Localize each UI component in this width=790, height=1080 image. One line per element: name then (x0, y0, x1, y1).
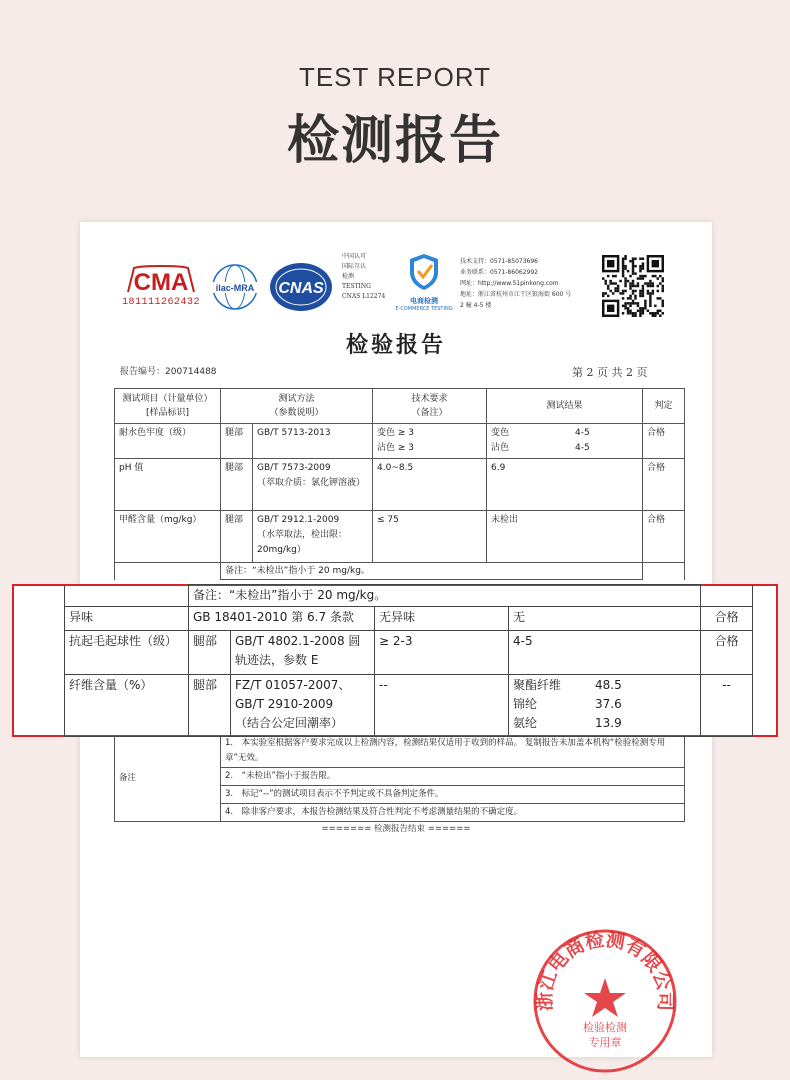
table-note-row (115, 563, 685, 580)
result-value: 4-5 (575, 443, 590, 453)
cell-result: 6.9 (487, 459, 643, 511)
report-end-line: ======= 检测报告结束 ====== (321, 824, 471, 834)
seal-inner-2: 专用章 (588, 1036, 622, 1049)
header-method: 测试方法 （参数说明） (221, 389, 373, 424)
fiber-line (513, 695, 696, 714)
remark-item: 2. “未检出”指小于报告限。 (221, 768, 684, 786)
cell-method: GB 18401-2010 第 6.7 条款 (189, 607, 375, 631)
cell-result: 无 (509, 607, 701, 631)
cell-requirement: ≥ 2-3 (375, 631, 509, 675)
table-row (115, 511, 685, 563)
cell-verdict: 合格 (643, 424, 685, 459)
remarks-label (115, 735, 221, 822)
cell-item: 抗起毛起球性（级） (65, 631, 189, 675)
header-requirement: 技术要求 （备注） (373, 389, 487, 424)
cnas-text (342, 252, 385, 302)
cma-mark-icon (120, 262, 202, 296)
cell-part: 腿部 (221, 459, 253, 511)
cell-requirement: 无异味 (375, 607, 509, 631)
header-result: 测试结果 (487, 389, 643, 424)
zoom-row (65, 631, 753, 675)
results-table (114, 388, 685, 580)
cnas-logo (268, 260, 334, 314)
company-seal-stamp (530, 926, 680, 1076)
cell-part: 腿部 (221, 424, 253, 459)
header-cn: 检测报告 (286, 111, 503, 171)
svg-text:CMA: CMA (133, 269, 189, 296)
cma-number: 181111262432 (121, 297, 200, 308)
cell-verdict: -- (701, 675, 753, 737)
shield-check-icon (407, 252, 441, 292)
cell-item: pH 值 (115, 459, 221, 511)
star-icon (584, 978, 626, 1017)
fiber-name: 锦纶 (513, 697, 538, 711)
contact-line: 2 幢 4-5 楼 (460, 302, 492, 309)
cell-method: GB/T 4802.1-2008 圆轨迹法，参数 E (231, 631, 375, 675)
cell-item: 耐水色牢度（级） (115, 424, 221, 459)
zoom-callout (12, 584, 778, 737)
remarks-content (221, 735, 685, 822)
ecommerce-label-cn: 电商检测 (410, 297, 438, 305)
zoom-row (65, 607, 753, 631)
cell-requirement: -- (375, 675, 509, 737)
result-label: 沾色 (491, 443, 510, 453)
cell-part: 腿部 (189, 675, 231, 737)
cell-part: 腿部 (221, 511, 253, 563)
contact-line: 业务联系：0571-86062992 (460, 269, 538, 276)
remarks-label-text: 备注 (119, 772, 137, 783)
contact-line: 技术支持：0571-85073696 (460, 258, 538, 265)
cell-requirement: 4.0~8.5 (373, 459, 487, 511)
remark-item: 1. 本实验室根据客户要求完成以上检测内容，检测结果仅适用于收到的样品。 复制报告未加盖本机构“检验检测专用章”无效。 (221, 735, 684, 768)
fiber-value: 37.6 (595, 697, 622, 711)
ilac-mra-logo (208, 262, 262, 312)
cell-method: FZ/T 01057-2007、GB/T 2910-2009 （结合公定回潮率） (231, 675, 375, 737)
cnas-text-line: 检测 (342, 273, 355, 280)
fiber-line (513, 676, 696, 695)
result-line (491, 441, 638, 456)
page-number: 第 2 页 共 2 页 (572, 366, 648, 379)
cell-item: 纤维含量（%） (65, 675, 189, 737)
header-verdict: 判定 (643, 389, 685, 424)
zoom-row (65, 675, 753, 737)
contact-info (460, 256, 600, 311)
remark-item: 4. 除非客户要求，本报告检测结果及符合性判定不考虑测量结果的不确定度。 (225, 807, 523, 817)
cnas-label: CNAS (278, 280, 324, 297)
cell-result: 4-5 (509, 631, 701, 675)
zoom-table (64, 584, 753, 737)
cell-verdict: 合格 (643, 511, 685, 563)
fiber-name: 氨纶 (513, 716, 538, 730)
table-header-row (115, 389, 685, 424)
fiber-name: 聚酯纤维 (513, 678, 562, 692)
remarks-table (114, 734, 685, 822)
cnas-text-line: TESTING (342, 283, 371, 290)
cnas-text-line: 中国认可 (342, 253, 367, 260)
contact-line: 网址：http://www.51pinkong.com (460, 280, 559, 287)
requirement-line: 沾色 ≥ 3 (377, 443, 415, 453)
result-value: 4-5 (575, 428, 590, 438)
fiber-line (513, 714, 696, 733)
remark-item: 3. 标记“--”的测试项目表示不予判定或不具备判定条件。 (221, 786, 684, 804)
result-line (491, 426, 638, 441)
ecommerce-testing-logo (392, 252, 456, 312)
cell-method: GB/T 5713-2013 (253, 424, 373, 459)
cell-verdict: 合格 (701, 607, 753, 631)
cell-verdict: 合格 (701, 631, 753, 675)
cell-item: 异味 (65, 607, 189, 631)
report-number: 报告编号：200714488 (120, 367, 217, 377)
cnas-text-line: 国际互认 (342, 263, 367, 270)
zoom-note-row (65, 585, 753, 607)
cnas-text-line: CNAS L12274 (342, 293, 386, 300)
result-label: 变色 (491, 428, 510, 438)
table-row (115, 459, 685, 511)
qr-code-icon (602, 255, 664, 317)
seal-inner-1: 检验检测 (583, 1021, 627, 1034)
fiber-value: 48.5 (595, 678, 622, 692)
cell-result (509, 675, 701, 737)
table-row (115, 424, 685, 459)
remarks-row (115, 735, 685, 822)
fiber-value: 13.9 (595, 716, 622, 730)
cell-method: GB/T 7573-2009 （萃取介质：氯化钾溶液） (253, 459, 373, 511)
zoom-note: 备注：“未检出”指小于 20 mg/kg。 (189, 585, 701, 607)
ilac-label: ilac-MRA (215, 283, 255, 293)
cell-requirement (373, 424, 487, 459)
cell-note: 备注：“未检出”指小于 20 mg/kg。 (221, 563, 643, 580)
requirement-line: 变色 ≥ 3 (377, 428, 415, 438)
document-title: 检验报告 (345, 332, 446, 358)
cell-requirement: ≤ 75 (373, 511, 487, 563)
cell-method: GB/T 2912.1-2009 （水萃取法，检出限：20mg/kg） (253, 511, 373, 563)
cma-logo (120, 262, 202, 308)
cell-verdict: 合格 (643, 459, 685, 511)
header-en: TEST REPORT (298, 62, 492, 92)
cell-result (487, 424, 643, 459)
seal-ring-text: 浙江电商检测有限公司 (533, 928, 677, 1012)
ecommerce-label-en: E-COMMERCE TESTING (395, 306, 453, 312)
contact-line: 地址：浙江省杭州市江干区银海街 600 号 (460, 291, 572, 298)
header-item: 测试项目（计量单位） [样品标识] (115, 389, 221, 424)
cell-result: 未检出 (487, 511, 643, 563)
cell-item: 甲醛含量（mg/kg） (115, 511, 221, 563)
cell-part: 腿部 (189, 631, 231, 675)
